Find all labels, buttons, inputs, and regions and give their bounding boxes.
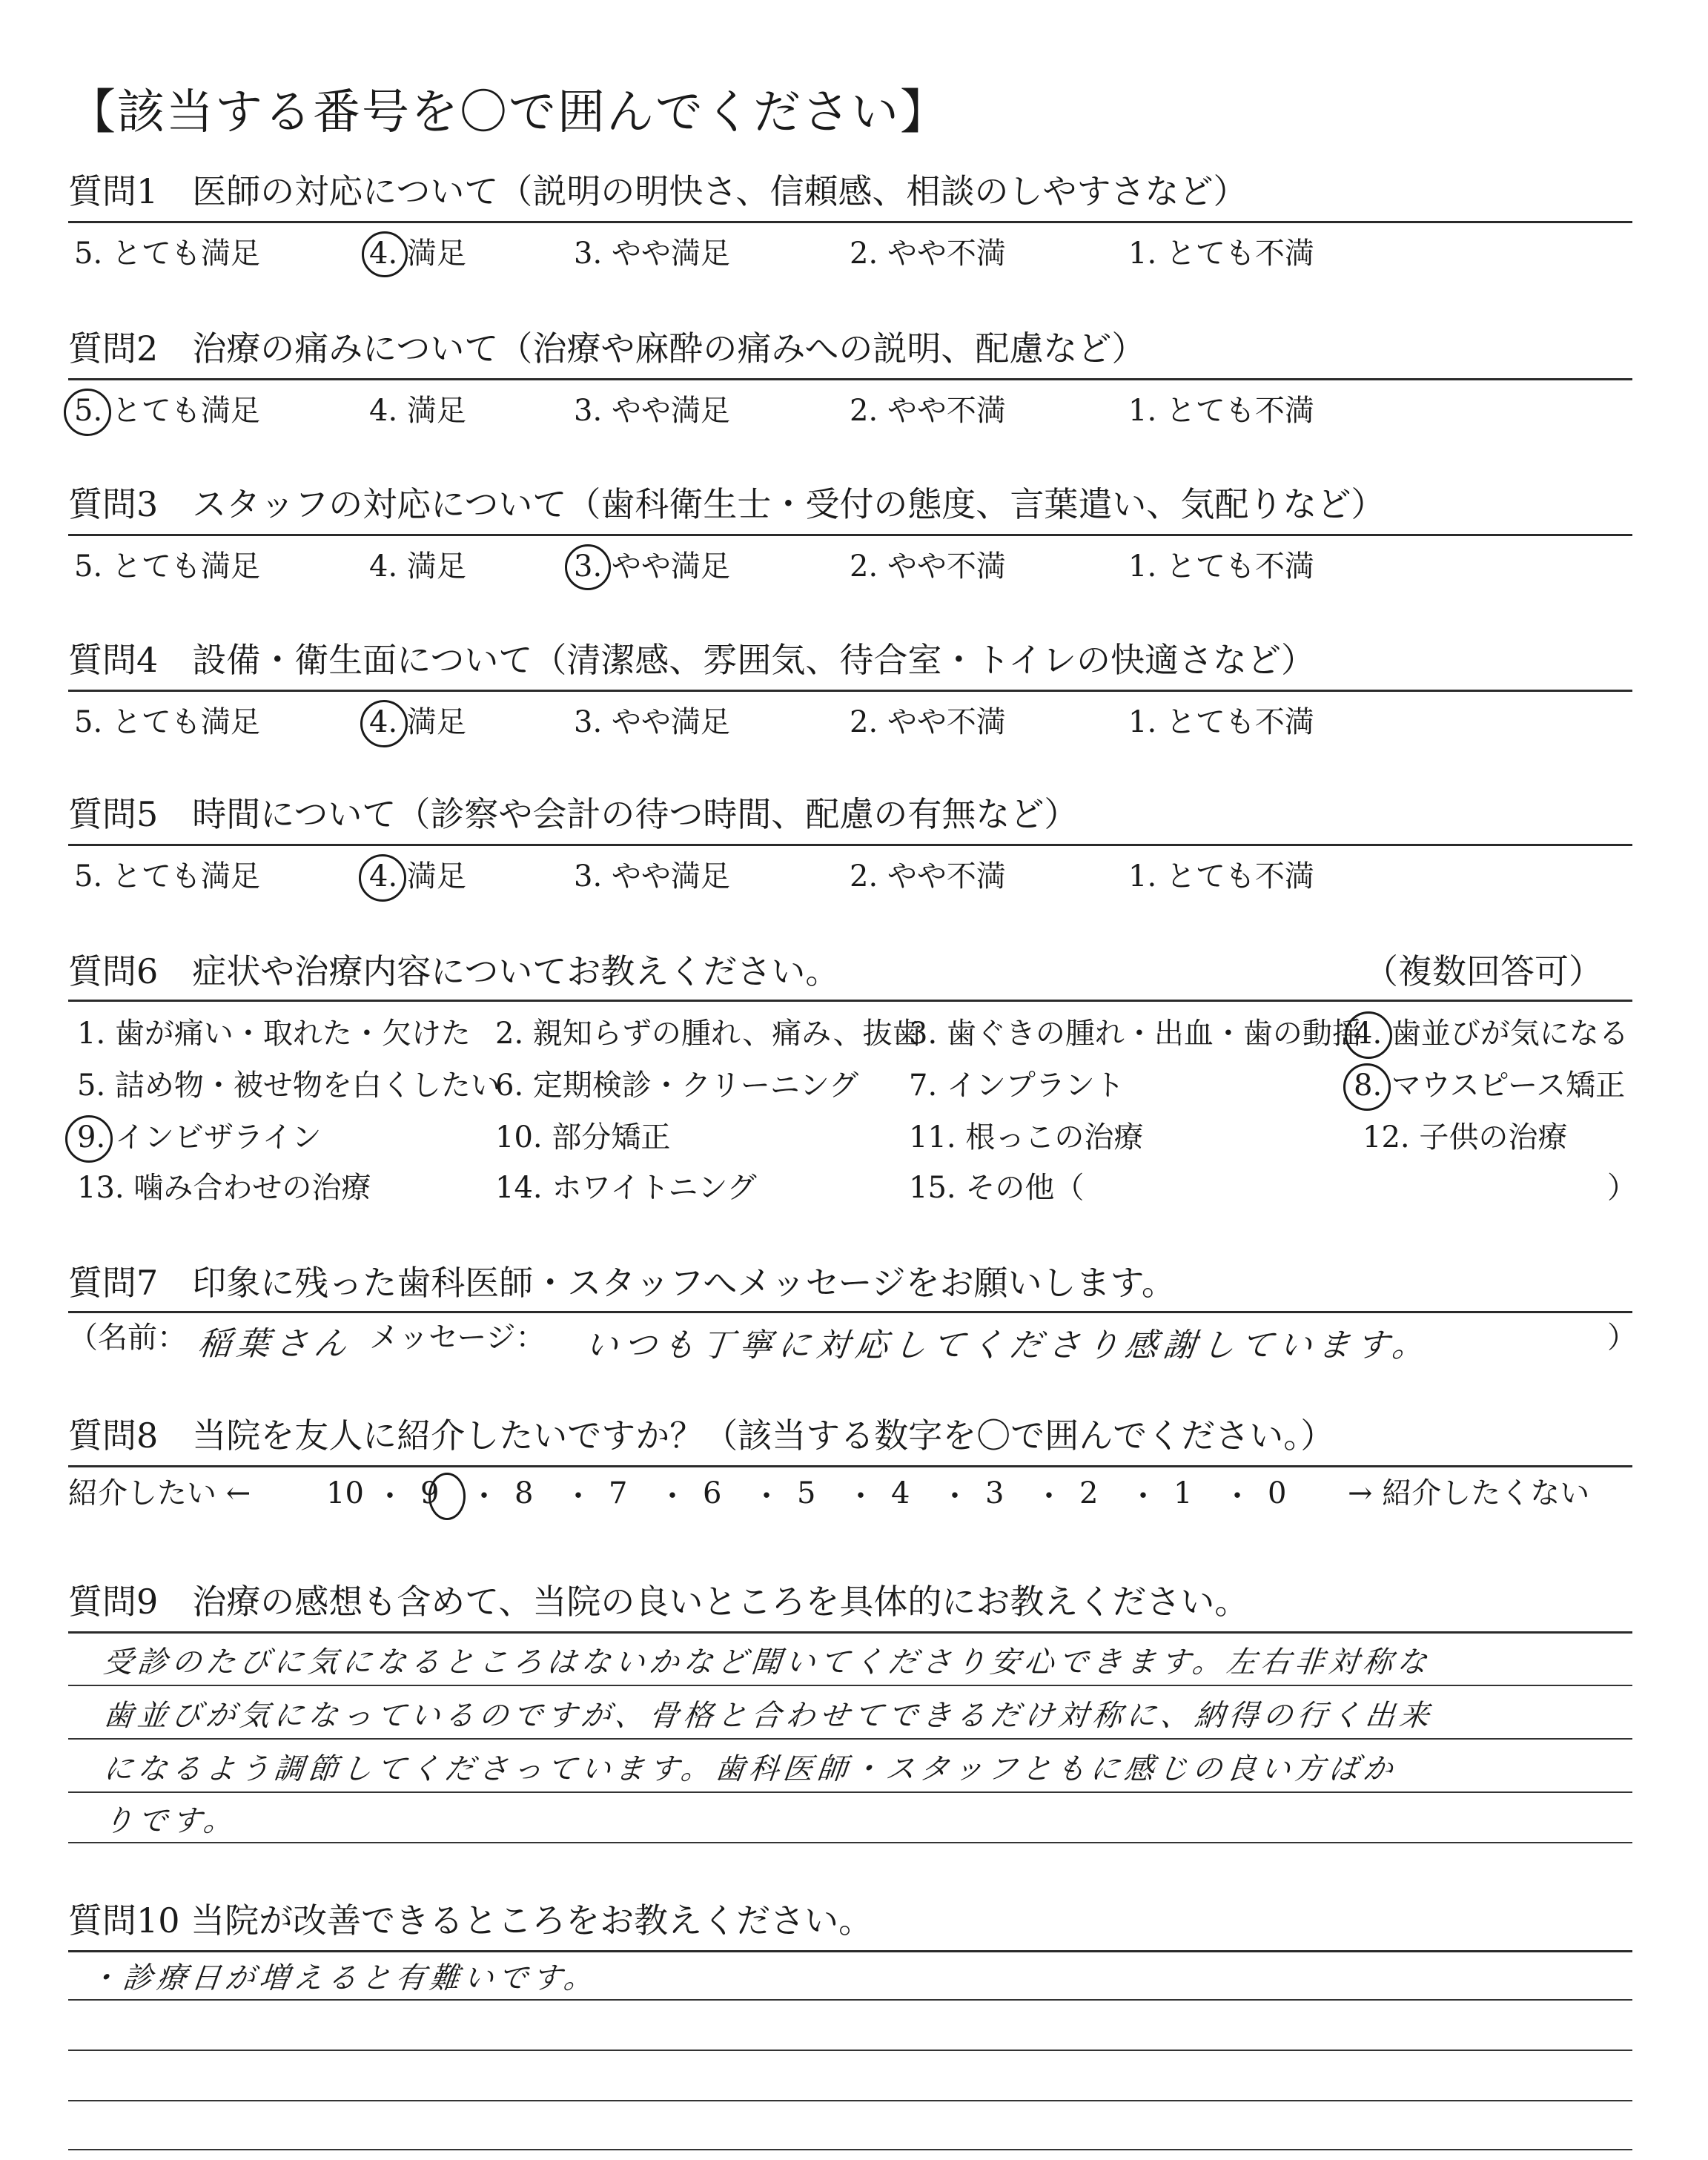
q8-scale-0[interactable]: 0 — [1268, 1476, 1287, 1510]
answer-rule — [68, 2100, 1632, 2101]
q9-answer-line-2[interactable]: 歯並びが気になっているのですが、骨格と合わせてできるだけ対称に、納得の行く出来 — [102, 1699, 1436, 1733]
divider — [68, 534, 1632, 536]
q8-scale-separator: ・ — [563, 1479, 593, 1513]
q4-option-3[interactable]: 3. やや満足 — [574, 705, 730, 739]
q6-item-7[interactable]: 7. インプラント — [909, 1069, 1125, 1103]
q6-item-5[interactable]: 5. 詰め物・被せ物を白くしたい — [77, 1069, 500, 1103]
q8-scale-6[interactable]: 6 — [703, 1476, 722, 1510]
q2-option-5[interactable]: 5. とても満足 — [74, 394, 260, 428]
q8-right-label: → 紹介したくない — [1348, 1476, 1590, 1510]
divider — [68, 221, 1632, 223]
q9-answer-line-4[interactable]: りです。 — [102, 1804, 239, 1838]
q8-scale-4[interactable]: 4 — [891, 1476, 910, 1510]
q6-item-9[interactable]: 9. インビザライン — [77, 1120, 322, 1155]
q8-scale-7[interactable]: 7 — [609, 1476, 628, 1510]
q8-selected-circle — [428, 1473, 466, 1520]
question-3-title: 質問3 スタッフの対応について（歯科衛生士・受付の態度、言葉遣い、気配りなど） — [68, 484, 1386, 524]
q4-option-1[interactable]: 1. とても不満 — [1128, 705, 1314, 739]
answer-rule — [68, 1685, 1632, 1686]
q7-close-paren: ） — [1607, 1321, 1637, 1355]
q1-option-2[interactable]: 2. やや不満 — [850, 237, 1006, 271]
q6-item-15[interactable]: 15. その他（ — [909, 1171, 1085, 1205]
q8-scale-separator: ・ — [1222, 1479, 1252, 1513]
q8-scale-10[interactable]: 10 — [326, 1476, 364, 1510]
q8-scale-1[interactable]: 1 — [1174, 1476, 1193, 1510]
q6-close-paren: ） — [1607, 1171, 1637, 1205]
q6-item-14[interactable]: 14. ホワイトニング — [495, 1171, 757, 1205]
q3-option-2[interactable]: 2. やや不満 — [850, 549, 1006, 584]
q1-option-3[interactable]: 3. やや満足 — [574, 237, 730, 271]
q8-scale-9[interactable]: 9 — [420, 1476, 440, 1510]
question-2-title: 質問2 治療の痛みについて（治療や麻酔の痛みへの説明、配慮など） — [68, 328, 1146, 369]
q6-item-12[interactable]: 12. 子供の治療 — [1363, 1120, 1568, 1155]
q2-option-1[interactable]: 1. とても不満 — [1128, 394, 1314, 428]
question-8-title: 質問8 当院を友人に紹介したいですか？（該当する数字を〇で囲んでください。） — [68, 1416, 1335, 1456]
q6-item-4[interactable]: 4. 歯並びが気になる — [1354, 1017, 1629, 1051]
divider — [68, 1000, 1632, 1002]
q9-answer-line-1[interactable]: 受診のたびに気になるところはないかなど聞いてくださり安心できます。左右非対称な — [102, 1645, 1433, 1680]
q2-option-2[interactable]: 2. やや不満 — [850, 394, 1006, 428]
q2-selected-circle — [64, 389, 111, 436]
q5-option-2[interactable]: 2. やや不満 — [850, 859, 1006, 894]
q6-item-1[interactable]: 1. 歯が痛い・取れた・欠けた — [77, 1017, 471, 1051]
page-title: 【該当する番号を〇で囲んでください】 — [68, 85, 949, 140]
q8-scale-2[interactable]: 2 — [1079, 1476, 1099, 1510]
question-10-title: 質問10 当院が改善できるところをお教えください。 — [68, 1900, 873, 1941]
q8-scale-separator: ・ — [658, 1479, 687, 1513]
q4-option-5[interactable]: 5. とても満足 — [74, 705, 260, 739]
divider — [68, 1465, 1632, 1467]
q1-option-5[interactable]: 5. とても満足 — [74, 237, 260, 271]
answer-rule — [68, 1999, 1632, 2001]
answer-rule — [68, 2149, 1632, 2150]
q3-option-4[interactable]: 4. 満足 — [369, 549, 466, 584]
q1-selected-circle — [362, 231, 408, 277]
divider — [68, 690, 1632, 692]
q7-message-label: メッセージ： — [369, 1321, 546, 1355]
q6-item-9-circle — [65, 1115, 113, 1163]
q10-answer-line-1[interactable]: ・診療日が増えると有難いです。 — [87, 1961, 600, 1995]
q6-item-8-circle — [1343, 1063, 1391, 1111]
q5-selected-circle — [359, 854, 406, 902]
q6-item-6[interactable]: 6. 定期検診・クリーニング — [495, 1069, 859, 1103]
q8-scale-3[interactable]: 3 — [985, 1476, 1004, 1510]
question-4-title: 質問4 設備・衛生面について（清潔感、雰囲気、待合室・トイレの快適さなど） — [68, 640, 1316, 680]
q4-option-2[interactable]: 2. やや不満 — [850, 705, 1006, 739]
q6-item-2[interactable]: 2. 親知らずの腫れ、痛み、抜歯 — [495, 1017, 922, 1051]
q7-name-label: （名前： — [68, 1321, 187, 1355]
q8-scale-5[interactable]: 5 — [797, 1476, 816, 1510]
answer-rule — [68, 1791, 1632, 1793]
question-1-title: 質問1 医師の対応について（説明の明快さ、信頼感、相談のしやすさなど） — [68, 171, 1248, 211]
question-6-note: （複数回答可） — [1364, 951, 1603, 991]
q8-scale-separator: ・ — [375, 1479, 405, 1513]
q9-answer-line-3[interactable]: になるよう調節してくださっています。歯科医師・スタッフともに感じの良い方ばか — [102, 1752, 1399, 1786]
q8-scale-separator: ・ — [1128, 1479, 1158, 1513]
divider — [68, 1311, 1632, 1313]
answer-rule — [68, 1738, 1632, 1740]
q8-scale-separator: ・ — [469, 1479, 499, 1513]
q8-scale-8[interactable]: 8 — [514, 1476, 534, 1510]
q6-item-10[interactable]: 10. 部分矯正 — [495, 1120, 671, 1155]
q6-item-8[interactable]: 8. マウスピース矯正 — [1354, 1069, 1626, 1103]
q5-option-1[interactable]: 1. とても不満 — [1128, 859, 1314, 894]
divider — [68, 1950, 1632, 1952]
q8-scale-separator: ・ — [940, 1479, 970, 1513]
q4-option-4[interactable]: 4. 満足 — [369, 705, 466, 739]
q2-option-4[interactable]: 4. 満足 — [369, 394, 466, 428]
question-9-title: 質問9 治療の感想も含めて、当院の良いところを具体的にお教えください。 — [68, 1582, 1249, 1622]
divider — [68, 378, 1632, 380]
q3-selected-circle — [565, 544, 611, 590]
q5-option-3[interactable]: 3. やや満足 — [574, 859, 730, 894]
q1-option-1[interactable]: 1. とても不満 — [1128, 237, 1314, 271]
q5-option-5[interactable]: 5. とても満足 — [74, 859, 260, 894]
q3-option-3[interactable]: 3. やや満足 — [574, 549, 730, 584]
q5-option-4[interactable]: 4. 満足 — [369, 859, 466, 894]
q6-item-13[interactable]: 13. 噛み合わせの治療 — [77, 1171, 371, 1205]
q8-scale-separator: ・ — [846, 1479, 875, 1513]
divider — [68, 844, 1632, 846]
answer-rule — [68, 1842, 1632, 1843]
q6-item-3[interactable]: 3. 歯ぐきの腫れ・出血・歯の動揺 — [909, 1017, 1362, 1051]
question-6-title: 質問6 症状や治療内容についてお教えください。 — [68, 951, 840, 991]
q2-option-3[interactable]: 3. やや満足 — [574, 394, 730, 428]
q6-item-11[interactable]: 11. 根っこの治療 — [909, 1120, 1144, 1155]
q7-name-value[interactable]: 稲葉さん — [196, 1325, 355, 1363]
q3-option-1[interactable]: 1. とても不満 — [1128, 549, 1314, 584]
question-5-title: 質問5 時間について（診察や会計の待つ時間、配慮の有無など） — [68, 794, 1079, 834]
q8-scale-separator: ・ — [1034, 1479, 1064, 1513]
q4-selected-circle — [360, 700, 408, 747]
question-7-title: 質問7 印象に残った歯科医師・スタッフへメッセージをお願いします。 — [68, 1263, 1176, 1303]
q1-option-4[interactable]: 4. 満足 — [369, 237, 466, 271]
q6-item-4-circle — [1345, 1011, 1392, 1059]
q3-option-5[interactable]: 5. とても満足 — [74, 549, 260, 584]
q7-message-value[interactable]: いつも丁寧に対応してくださり感謝しています。 — [583, 1327, 1433, 1364]
q8-left-label: 紹介したい ← — [68, 1476, 251, 1510]
divider — [68, 1631, 1632, 1634]
answer-rule — [68, 2050, 1632, 2051]
q8-scale-separator: ・ — [752, 1479, 781, 1513]
